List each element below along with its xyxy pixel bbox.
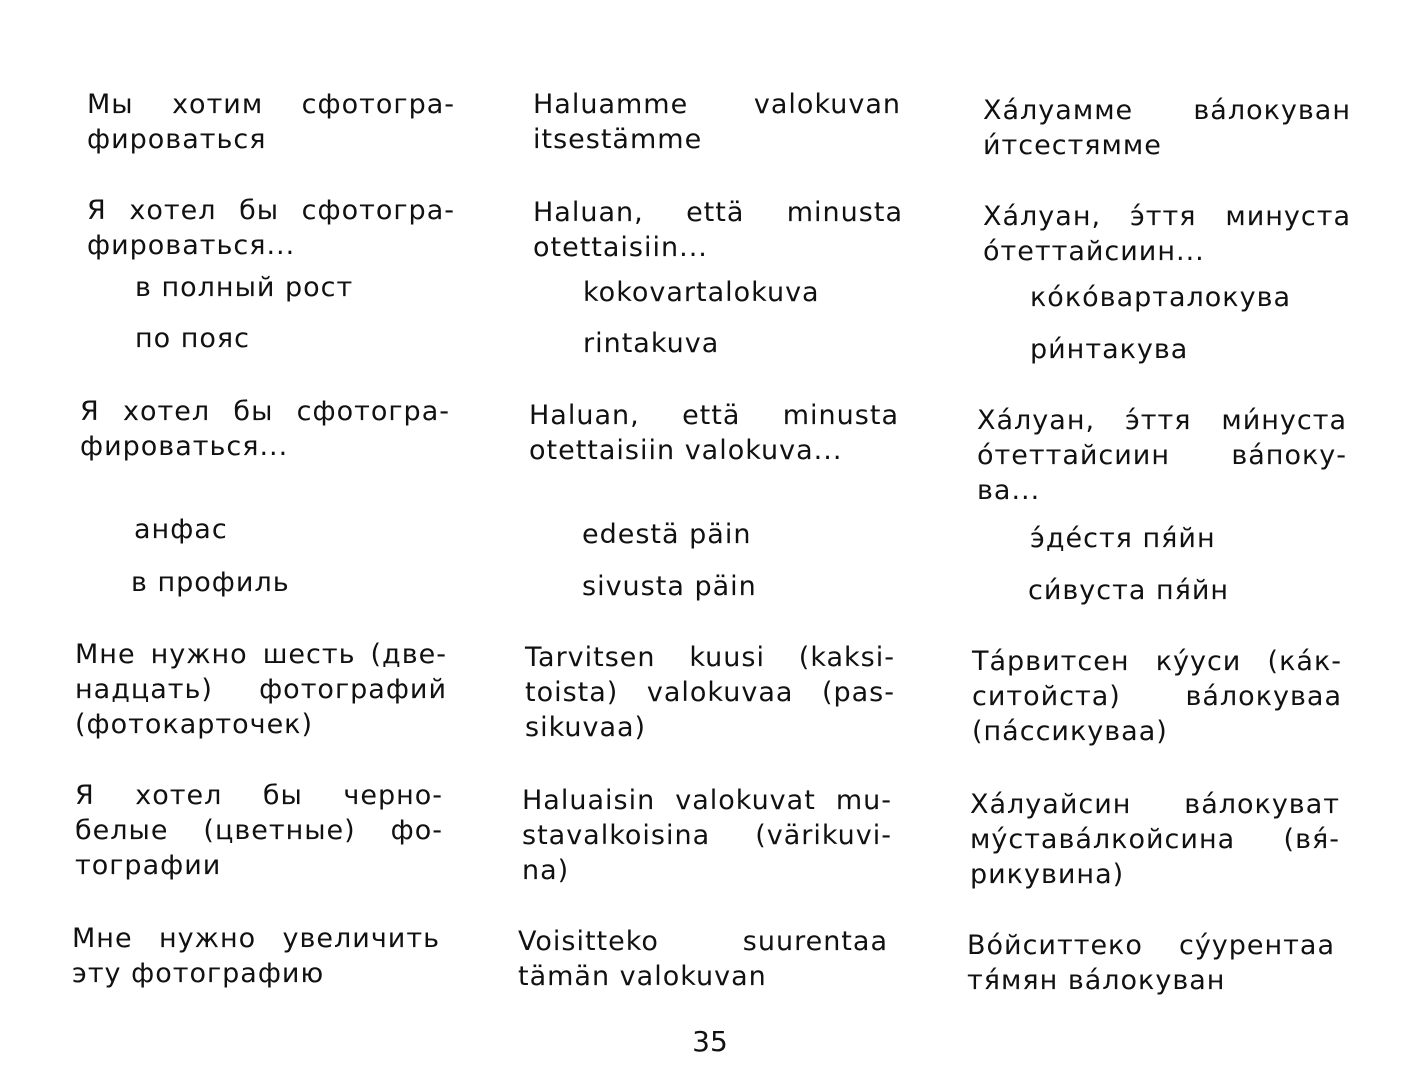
phrase-line: Ха́луайсин ва́локуват [970, 789, 1340, 820]
phrase-line: фироваться... [87, 230, 296, 261]
phrase-line: na) [522, 855, 570, 886]
phrase-line: тографии [75, 850, 222, 881]
phrase-line: Во́йситтеко су́урентаа [967, 930, 1335, 961]
phrase-line: о́теттайсиин ва́поку- [977, 440, 1347, 471]
finnish-phrase-5 [529, 398, 899, 468]
phrase-line: edestä päin [582, 519, 752, 550]
finnish-phrase-9 [522, 783, 892, 888]
phrase-line: otettaisiin... [533, 232, 708, 263]
russian-phrase-8 [75, 637, 447, 742]
russian-phrase-6 [134, 512, 228, 547]
transcription-phrase-3 [1030, 280, 1291, 315]
phrase-line: stavalkoisina (värikuvi- [522, 820, 892, 851]
phrase-line: по пояс [135, 323, 251, 354]
phrase-line: ри́нтакува [1030, 334, 1189, 365]
finnish-phrase-10 [518, 924, 888, 994]
russian-phrase-1 [87, 87, 455, 157]
russian-phrase-7 [131, 565, 290, 600]
phrase-line: Я хотел бы сфотогра- [80, 396, 450, 427]
phrase-line: Haluan, että minusta [529, 400, 899, 431]
transcription-phrase-5 [977, 403, 1347, 508]
russian-phrase-5 [80, 394, 450, 464]
phrase-line: Haluaisin valokuvat mu- [522, 785, 892, 816]
phrase-line: itsestämme [533, 124, 703, 155]
finnish-phrase-3 [583, 275, 820, 310]
phrase-line: Haluamme valokuvan [533, 89, 901, 120]
phrase-line: (па́ссикуваа) [972, 716, 1168, 747]
phrase-line: Мне нужно шесть (две- [75, 639, 447, 670]
phrase-line: Мы хотим сфотогра- [87, 89, 455, 120]
transcription-phrase-9 [970, 787, 1340, 892]
phrase-line: Ха́луан, э́ття минуста [983, 201, 1351, 232]
phrase-line: фироваться... [80, 431, 289, 462]
phrase-line: э́де́стя пя́йн [1030, 523, 1216, 554]
phrase-line: Ха́луан, э́ття ми́нуста [977, 405, 1347, 436]
russian-phrase-3 [135, 270, 353, 305]
russian-phrase-10 [72, 921, 440, 991]
phrase-line: Ха́луамме ва́локуван [983, 95, 1351, 126]
phrase-line: тя́мян ва́локуван [967, 965, 1226, 996]
russian-phrase-4 [135, 321, 250, 356]
phrase-line: sikuvaa) [525, 712, 647, 743]
russian-phrase-9 [75, 778, 443, 883]
phrase-line: otettaisiin valokuva... [529, 435, 843, 466]
phrase-line: му́става́лкойсина (вя́- [970, 824, 1340, 855]
phrase-line: rintakuva [583, 328, 720, 359]
finnish-phrase-6 [582, 517, 751, 552]
phrase-line: sivusta päin [582, 571, 757, 602]
russian-phrase-2 [87, 193, 455, 263]
finnish-phrase-1 [533, 87, 901, 157]
phrase-line: Voisitteko suurentaa [518, 926, 888, 957]
phrase-line: анфас [134, 514, 228, 545]
phrase-line: ва... [977, 475, 1041, 506]
phrase-line: си́вуста пя́йн [1028, 575, 1230, 606]
phrase-line: и́тсестямме [983, 130, 1162, 161]
finnish-phrase-8 [525, 640, 895, 745]
phrase-line: в профиль [131, 567, 290, 598]
transcription-phrase-8 [972, 644, 1342, 749]
transcription-phrase-6 [1030, 521, 1216, 556]
phrase-line: Я хотел бы сфотогра- [87, 195, 455, 226]
finnish-phrase-4 [583, 326, 719, 361]
phrase-line: toista) valokuvaa (pas- [525, 677, 895, 708]
transcription-phrase-2 [983, 199, 1351, 269]
phrase-line: Та́рвитсен ку́уси (ка́к- [972, 646, 1342, 677]
phrase-line: рикувина) [970, 859, 1125, 890]
phrase-line: Haluan, että minusta [533, 197, 903, 228]
phrase-line: ситойста) ва́локуваа [972, 681, 1342, 712]
phrase-line: о́теттайсиин... [983, 236, 1205, 267]
phrase-line: tämän valokuvan [518, 961, 767, 992]
transcription-phrase-4 [1030, 332, 1188, 367]
page-number: 35 [692, 1025, 728, 1058]
phrase-line: надцать) фотографий [75, 674, 447, 705]
transcription-phrase-7 [1028, 573, 1229, 608]
phrase-line: эту фотографию [72, 958, 325, 989]
phrase-line: ко́ко́варталокува [1030, 282, 1292, 313]
transcription-phrase-1 [983, 93, 1351, 163]
transcription-phrase-10 [967, 928, 1335, 998]
phrase-line: в полный рост [135, 272, 354, 303]
finnish-phrase-7 [582, 569, 757, 604]
phrase-line: Tarvitsen kuusi (kaksi- [525, 642, 895, 673]
phrase-line: фироваться [87, 124, 267, 155]
phrase-line: Я хотел бы черно- [75, 780, 443, 811]
phrase-line: (фотокарточек) [75, 709, 314, 740]
finnish-phrase-2 [533, 195, 903, 265]
phrase-line: kokovartalokuva [583, 277, 820, 308]
phrase-line: белые (цветные) фо- [75, 815, 443, 846]
phrase-line: Мне нужно увеличить [72, 923, 440, 954]
